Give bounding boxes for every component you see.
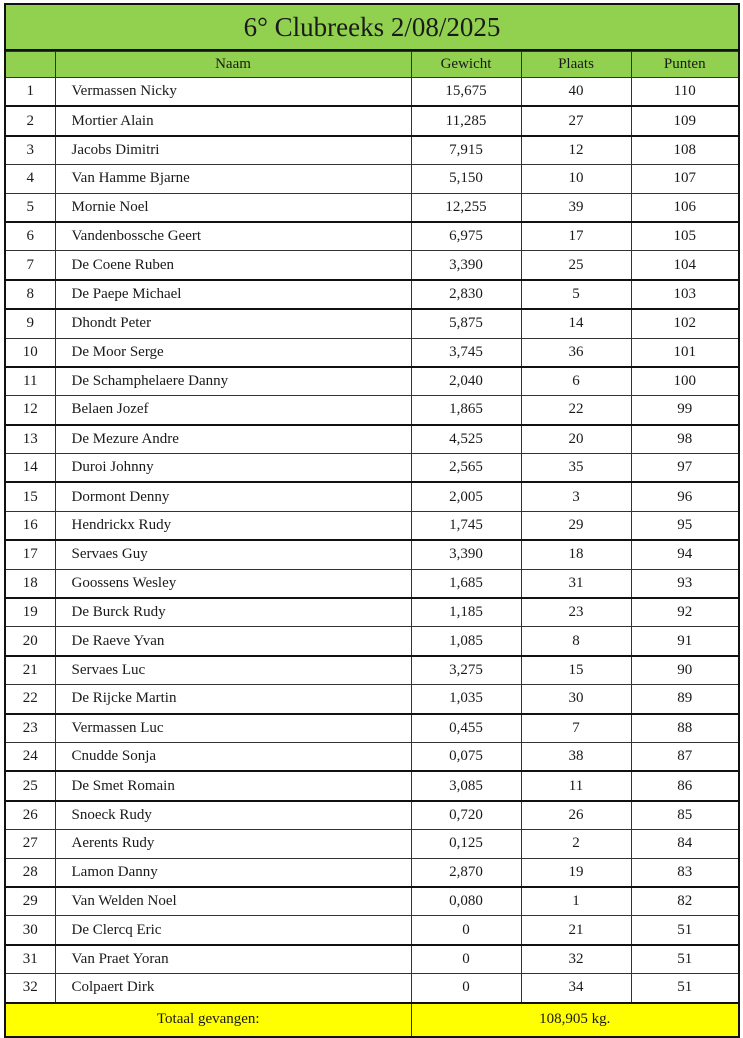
- place-cell: 39: [521, 193, 631, 222]
- rank-cell: 1: [6, 78, 55, 107]
- weight-cell: 1,685: [411, 569, 521, 598]
- points-cell: 106: [631, 193, 738, 222]
- points-cell: 102: [631, 309, 738, 338]
- name-cell: Servaes Guy: [55, 540, 411, 569]
- place-cell: 31: [521, 569, 631, 598]
- weight-cell: 1,185: [411, 598, 521, 627]
- table-row: [6, 801, 738, 830]
- place-cell: 27: [521, 106, 631, 135]
- name-cell: Vermassen Luc: [55, 714, 411, 743]
- total-value: 108,905 kg.: [411, 1003, 738, 1036]
- rank-cell: 12: [6, 396, 55, 425]
- results-table: [6, 51, 738, 1036]
- column-header-weight: Gewicht: [411, 52, 521, 78]
- rank-cell: 11: [6, 367, 55, 396]
- place-cell: 25: [521, 251, 631, 280]
- name-cell: De Clercq Eric: [55, 916, 411, 945]
- rank-cell: 24: [6, 742, 55, 771]
- table-row: [6, 540, 738, 569]
- table-row: [6, 742, 738, 771]
- points-cell: 96: [631, 482, 738, 511]
- name-cell: Mornie Noel: [55, 193, 411, 222]
- points-cell: 95: [631, 511, 738, 540]
- weight-cell: 5,150: [411, 165, 521, 193]
- points-cell: 103: [631, 280, 738, 309]
- table-row: [6, 280, 738, 309]
- place-cell: 15: [521, 656, 631, 685]
- table-row: [6, 511, 738, 540]
- table-row: [6, 78, 738, 107]
- table-row: [6, 685, 738, 714]
- table-row: [6, 771, 738, 800]
- place-cell: 7: [521, 714, 631, 743]
- place-cell: 22: [521, 396, 631, 425]
- table-row: [6, 887, 738, 916]
- place-cell: 20: [521, 425, 631, 454]
- column-header-points: Punten: [631, 52, 738, 78]
- weight-cell: 15,675: [411, 78, 521, 107]
- points-cell: 51: [631, 974, 738, 1003]
- table-header-row: [6, 52, 738, 78]
- name-cell: Aerents Rudy: [55, 830, 411, 858]
- weight-cell: 2,830: [411, 280, 521, 309]
- weight-cell: 0,455: [411, 714, 521, 743]
- name-cell: Colpaert Dirk: [55, 974, 411, 1003]
- table-row: [6, 598, 738, 627]
- weight-cell: 0,080: [411, 887, 521, 916]
- weight-cell: 7,915: [411, 136, 521, 165]
- rank-cell: 23: [6, 714, 55, 743]
- name-cell: De Rijcke Martin: [55, 685, 411, 714]
- name-cell: De Smet Romain: [55, 771, 411, 800]
- name-cell: De Mezure Andre: [55, 425, 411, 454]
- points-cell: 101: [631, 338, 738, 367]
- points-cell: 110: [631, 78, 738, 107]
- place-cell: 10: [521, 165, 631, 193]
- rank-cell: 6: [6, 222, 55, 251]
- place-cell: 1: [521, 887, 631, 916]
- rank-cell: 7: [6, 251, 55, 280]
- weight-cell: 0,125: [411, 830, 521, 858]
- place-cell: 36: [521, 338, 631, 367]
- name-cell: Cnudde Sonja: [55, 742, 411, 771]
- table-row: [6, 222, 738, 251]
- table-row: [6, 136, 738, 165]
- name-cell: De Schamphelaere Danny: [55, 367, 411, 396]
- points-cell: 93: [631, 569, 738, 598]
- points-cell: 91: [631, 627, 738, 656]
- points-cell: 51: [631, 945, 738, 974]
- place-cell: 2: [521, 830, 631, 858]
- weight-cell: 3,745: [411, 338, 521, 367]
- place-cell: 40: [521, 78, 631, 107]
- rank-cell: 32: [6, 974, 55, 1003]
- rank-cell: 4: [6, 165, 55, 193]
- name-cell: Duroi Johnny: [55, 454, 411, 483]
- rank-cell: 14: [6, 454, 55, 483]
- points-cell: 84: [631, 830, 738, 858]
- rank-cell: 13: [6, 425, 55, 454]
- place-cell: 21: [521, 916, 631, 945]
- rank-cell: 20: [6, 627, 55, 656]
- points-cell: 51: [631, 916, 738, 945]
- table-body: [6, 78, 738, 1003]
- table-row: [6, 193, 738, 222]
- weight-cell: 3,275: [411, 656, 521, 685]
- total-label: Totaal gevangen:: [6, 1003, 411, 1036]
- name-cell: Servaes Luc: [55, 656, 411, 685]
- name-cell: De Paepe Michael: [55, 280, 411, 309]
- rank-cell: 16: [6, 511, 55, 540]
- weight-cell: 6,975: [411, 222, 521, 251]
- place-cell: 3: [521, 482, 631, 511]
- place-cell: 6: [521, 367, 631, 396]
- table-row: [6, 425, 738, 454]
- place-cell: 29: [521, 511, 631, 540]
- weight-cell: 4,525: [411, 425, 521, 454]
- points-cell: 83: [631, 858, 738, 887]
- table-row: [6, 106, 738, 135]
- weight-cell: 0: [411, 945, 521, 974]
- place-cell: 14: [521, 309, 631, 338]
- weight-cell: 1,035: [411, 685, 521, 714]
- name-cell: Goossens Wesley: [55, 569, 411, 598]
- points-cell: 92: [631, 598, 738, 627]
- table-row: [6, 916, 738, 945]
- weight-cell: 0,720: [411, 801, 521, 830]
- name-cell: Vandenbossche Geert: [55, 222, 411, 251]
- place-cell: 19: [521, 858, 631, 887]
- place-cell: 18: [521, 540, 631, 569]
- place-cell: 11: [521, 771, 631, 800]
- table-row: [6, 569, 738, 598]
- rank-cell: 2: [6, 106, 55, 135]
- rank-cell: 28: [6, 858, 55, 887]
- weight-cell: 3,085: [411, 771, 521, 800]
- rank-cell: 31: [6, 945, 55, 974]
- points-cell: 108: [631, 136, 738, 165]
- name-cell: De Coene Ruben: [55, 251, 411, 280]
- table-row: [6, 338, 738, 367]
- weight-cell: 3,390: [411, 540, 521, 569]
- rank-cell: 27: [6, 830, 55, 858]
- points-cell: 90: [631, 656, 738, 685]
- weight-cell: 1,745: [411, 511, 521, 540]
- name-cell: Dormont Denny: [55, 482, 411, 511]
- points-cell: 100: [631, 367, 738, 396]
- table-row: [6, 656, 738, 685]
- place-cell: 26: [521, 801, 631, 830]
- rank-cell: 17: [6, 540, 55, 569]
- place-cell: 17: [521, 222, 631, 251]
- weight-cell: 11,285: [411, 106, 521, 135]
- points-cell: 88: [631, 714, 738, 743]
- points-cell: 82: [631, 887, 738, 916]
- name-cell: Dhondt Peter: [55, 309, 411, 338]
- place-cell: 30: [521, 685, 631, 714]
- rank-cell: 8: [6, 280, 55, 309]
- table-row: [6, 309, 738, 338]
- page-title: 6° Clubreeks 2/08/2025: [6, 5, 738, 51]
- column-header-name: Naam: [55, 52, 411, 78]
- points-cell: 97: [631, 454, 738, 483]
- table-row: [6, 367, 738, 396]
- weight-cell: 2,040: [411, 367, 521, 396]
- name-cell: Vermassen Nicky: [55, 78, 411, 107]
- column-header-rank: [6, 52, 55, 78]
- name-cell: Mortier Alain: [55, 106, 411, 135]
- table-row: [6, 454, 738, 483]
- weight-cell: 0: [411, 916, 521, 945]
- table-row: [6, 396, 738, 425]
- total-row: [6, 1003, 738, 1036]
- place-cell: 12: [521, 136, 631, 165]
- rank-cell: 10: [6, 338, 55, 367]
- name-cell: Hendrickx Rudy: [55, 511, 411, 540]
- rank-cell: 15: [6, 482, 55, 511]
- points-cell: 98: [631, 425, 738, 454]
- rank-cell: 21: [6, 656, 55, 685]
- table-row: [6, 714, 738, 743]
- name-cell: Van Praet Yoran: [55, 945, 411, 974]
- rank-cell: 29: [6, 887, 55, 916]
- weight-cell: 2,565: [411, 454, 521, 483]
- rank-cell: 5: [6, 193, 55, 222]
- place-cell: 23: [521, 598, 631, 627]
- weight-cell: 3,390: [411, 251, 521, 280]
- table-row: [6, 945, 738, 974]
- points-cell: 85: [631, 801, 738, 830]
- points-cell: 104: [631, 251, 738, 280]
- points-cell: 87: [631, 742, 738, 771]
- name-cell: Lamon Danny: [55, 858, 411, 887]
- table-row: [6, 974, 738, 1003]
- rank-cell: 26: [6, 801, 55, 830]
- table-row: [6, 858, 738, 887]
- points-cell: 86: [631, 771, 738, 800]
- table-row: [6, 627, 738, 656]
- table-row: [6, 165, 738, 193]
- points-cell: 109: [631, 106, 738, 135]
- points-cell: 105: [631, 222, 738, 251]
- points-cell: 94: [631, 540, 738, 569]
- place-cell: 8: [521, 627, 631, 656]
- weight-cell: 1,085: [411, 627, 521, 656]
- place-cell: 35: [521, 454, 631, 483]
- weight-cell: 2,005: [411, 482, 521, 511]
- weight-cell: 5,875: [411, 309, 521, 338]
- column-header-place: Plaats: [521, 52, 631, 78]
- rank-cell: 3: [6, 136, 55, 165]
- rank-cell: 18: [6, 569, 55, 598]
- place-cell: 32: [521, 945, 631, 974]
- table-row: [6, 830, 738, 858]
- weight-cell: 0: [411, 974, 521, 1003]
- place-cell: 5: [521, 280, 631, 309]
- table-row: [6, 251, 738, 280]
- name-cell: De Moor Serge: [55, 338, 411, 367]
- place-cell: 34: [521, 974, 631, 1003]
- name-cell: De Raeve Yvan: [55, 627, 411, 656]
- name-cell: Van Welden Noel: [55, 887, 411, 916]
- results-sheet: [4, 3, 740, 1038]
- points-cell: 99: [631, 396, 738, 425]
- points-cell: 89: [631, 685, 738, 714]
- name-cell: De Burck Rudy: [55, 598, 411, 627]
- rank-cell: 19: [6, 598, 55, 627]
- weight-cell: 12,255: [411, 193, 521, 222]
- name-cell: Jacobs Dimitri: [55, 136, 411, 165]
- rank-cell: 9: [6, 309, 55, 338]
- rank-cell: 22: [6, 685, 55, 714]
- name-cell: Snoeck Rudy: [55, 801, 411, 830]
- weight-cell: 0,075: [411, 742, 521, 771]
- place-cell: 38: [521, 742, 631, 771]
- points-cell: 107: [631, 165, 738, 193]
- rank-cell: 25: [6, 771, 55, 800]
- weight-cell: 1,865: [411, 396, 521, 425]
- name-cell: Van Hamme Bjarne: [55, 165, 411, 193]
- weight-cell: 2,870: [411, 858, 521, 887]
- table-row: [6, 482, 738, 511]
- name-cell: Belaen Jozef: [55, 396, 411, 425]
- rank-cell: 30: [6, 916, 55, 945]
